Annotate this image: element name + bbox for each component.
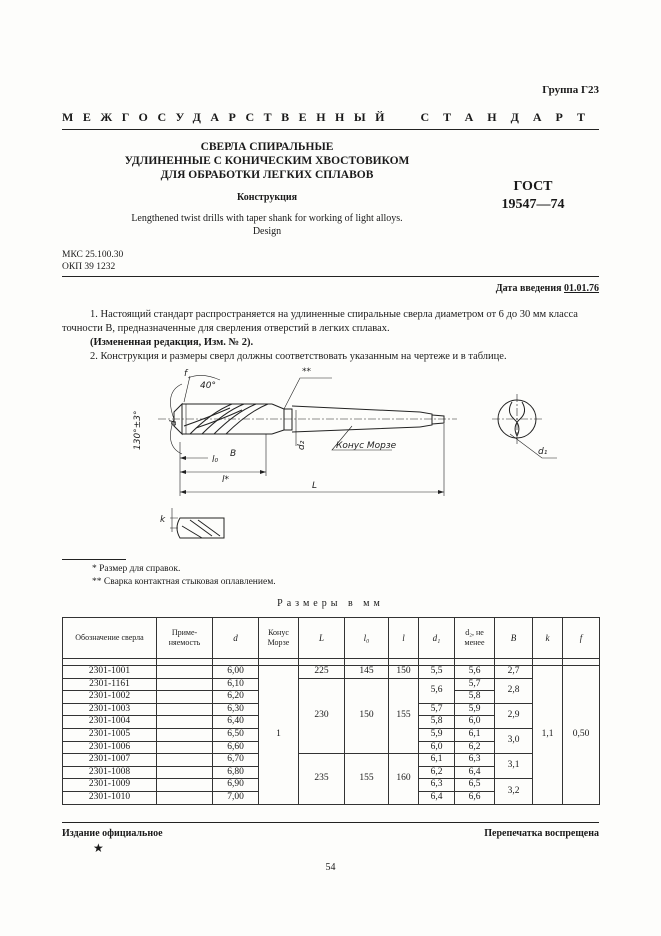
cell-code: 2301-1005 [63, 728, 157, 741]
cell-B: 3,2 [495, 779, 533, 804]
cell-code: 2301-1006 [63, 741, 157, 754]
cell-applicability [157, 703, 213, 716]
cell-l0: 155 [345, 754, 389, 804]
cell-d: 6,80 [213, 766, 259, 779]
cell-code: 2301-1003 [63, 703, 157, 716]
cell-k: 1,1 [533, 666, 563, 805]
okp-code: ОКП 39 1232 [62, 262, 116, 272]
classification-codes [62, 249, 123, 273]
title-line-2: УДЛИНЕННЫЕ С КОНИЧЕСКИМ ХВОСТОВИКОМ [124, 155, 410, 167]
english-title [62, 212, 472, 238]
cell-code: 2301-1009 [63, 779, 157, 792]
cell-f: 0,50 [563, 666, 600, 805]
cell-applicability [157, 666, 213, 679]
footnote-rule [62, 559, 126, 560]
cell-code: 2301-1010 [63, 791, 157, 804]
english-title-1: Lengthened twist drills with taper shank for working of light alloys. [131, 213, 403, 224]
paragraph-1-note: (Измененная редакция, Изм. № 2). [90, 337, 254, 348]
star-icon: ★ [93, 841, 104, 855]
paragraph-2: 2. Конструкция и размеры сверл должны соответствовать указанным на чертеже и в таблице. [90, 351, 507, 362]
cell-d: 6,20 [213, 691, 259, 704]
banner-left: МЕЖГОСУДАРСТВЕННЫЙ [62, 110, 394, 124]
cell-l: 160 [389, 754, 419, 804]
cell-applicability [157, 728, 213, 741]
k-label: k [160, 515, 166, 525]
cell-B: 2,8 [495, 678, 533, 703]
d-label: d [169, 420, 179, 426]
weld-label: ** [302, 367, 311, 377]
cell-L: 235 [299, 754, 345, 804]
group-code: Группа Г23 [542, 84, 599, 96]
cell-d: 6,00 [213, 666, 259, 679]
col-d2: d₂, не менее [455, 618, 495, 659]
date-label: Дата введения [495, 283, 564, 294]
cell-d1: 5,5 [419, 666, 455, 679]
cell-l0: 145 [345, 666, 389, 679]
cell-d2: 5,7 [455, 678, 495, 691]
official-edition: Издание официальное [62, 828, 163, 839]
introduction-date [496, 283, 599, 294]
banner-right: СТАНДАРТ [420, 110, 599, 124]
l-label: l* [222, 475, 230, 485]
gost-label: ГОСТ [513, 179, 553, 194]
cell-d2: 6,6 [455, 791, 495, 804]
cell-d1: 5,8 [419, 716, 455, 729]
cell-B: 3,1 [495, 754, 533, 779]
cell-d1: 6,3 [419, 779, 455, 792]
cell-d2: 6,0 [455, 716, 495, 729]
table-row [63, 666, 600, 679]
cell-applicability [157, 791, 213, 804]
cell-B: 2,9 [495, 703, 533, 728]
mks-code: МКС 25.100.30 [62, 250, 124, 260]
cell-code: 2301-1002 [63, 691, 157, 704]
angle-side-label: 130°±3° [133, 410, 143, 450]
L-label: L [312, 481, 318, 491]
table-row [63, 754, 600, 767]
cell-d: 6,10 [213, 678, 259, 691]
cell-applicability [157, 766, 213, 779]
page-number: 54 [325, 862, 336, 873]
col-l: l [389, 618, 419, 659]
cell-d2: 6,4 [455, 766, 495, 779]
col-L: L [299, 618, 345, 659]
cell-d1: 6,2 [419, 766, 455, 779]
cell-d1: 5,9 [419, 728, 455, 741]
d2-label: d₂ [297, 440, 307, 450]
cell-applicability [157, 678, 213, 691]
l0-label: l₀ [212, 455, 219, 465]
table-spacer [63, 659, 600, 666]
cell-code: 2301-1161 [63, 678, 157, 691]
cell-d1: 5,7 [419, 703, 455, 716]
cell-d2: 6,2 [455, 741, 495, 754]
col-l0: l₀ [345, 618, 389, 659]
footnote-2: ** Сварка контактная стыковая оплавлением. [92, 577, 276, 587]
cone-label: Конус Морзе [336, 441, 397, 451]
col-d: d [213, 618, 259, 659]
cell-d: 6,40 [213, 716, 259, 729]
cell-l: 155 [389, 678, 419, 754]
cell-d2: 6,5 [455, 779, 495, 792]
english-title-2: Design [252, 226, 282, 237]
drill-drawing [62, 362, 599, 552]
cell-code: 2301-1007 [63, 754, 157, 767]
cell-B: 2,7 [495, 666, 533, 679]
col-cone: Конус Морзе [259, 618, 299, 659]
cell-d: 7,00 [213, 791, 259, 804]
cell-code: 2301-1004 [63, 716, 157, 729]
cell-applicability [157, 691, 213, 704]
cell-d2: 5,8 [455, 691, 495, 704]
d1-label: d₁ [538, 447, 548, 457]
title-line-1: СВЕРЛА СПИРАЛЬНЫЕ [200, 141, 334, 153]
cell-L: 225 [299, 666, 345, 679]
cell-d: 6,30 [213, 703, 259, 716]
cell-d: 6,50 [213, 728, 259, 741]
cell-d2: 5,6 [455, 666, 495, 679]
cell-d1: 5,6 [419, 678, 455, 703]
cell-d1: 6,1 [419, 754, 455, 767]
cell-cone: 1 [259, 666, 299, 805]
cell-d1: 6,0 [419, 741, 455, 754]
col-f: f [563, 618, 600, 659]
col-B: B [495, 618, 533, 659]
table-header-row [63, 618, 600, 659]
cell-L: 230 [299, 678, 345, 754]
cell-d1: 6,4 [419, 791, 455, 804]
gost-code: 19547—74 [501, 197, 565, 212]
footer-rule [62, 822, 599, 823]
dimensions-table [62, 617, 600, 805]
cell-applicability [157, 754, 213, 767]
col-d1: d₁ [419, 618, 455, 659]
document-title [62, 140, 472, 182]
angle-top-label: 40° [200, 381, 216, 391]
cell-code: 2301-1008 [63, 766, 157, 779]
f-label: f [184, 369, 188, 379]
footnote-1: * Размер для справок. [92, 564, 181, 574]
cell-applicability [157, 741, 213, 754]
cell-d2: 6,1 [455, 728, 495, 741]
col-applicability: Приме- няемость [157, 618, 213, 659]
document-subtitle: Конструкция [236, 192, 298, 203]
table-caption: Размеры в мм [277, 598, 384, 609]
codes-rule [62, 276, 599, 277]
title-line-3: ДЛЯ ОБРАБОТКИ ЛЕГКИХ СПЛАВОВ [160, 169, 374, 181]
reprint-prohibited: Перепечатка воспрещена [484, 828, 599, 839]
cell-applicability [157, 716, 213, 729]
cell-l: 150 [389, 666, 419, 679]
cell-d: 6,70 [213, 754, 259, 767]
gost-number [488, 178, 578, 214]
date-value: 01.01.76 [564, 283, 599, 294]
standard-banner [62, 110, 599, 125]
cell-d: 6,60 [213, 741, 259, 754]
B-label: B [230, 449, 237, 459]
header-rule [62, 129, 599, 130]
col-k: k [533, 618, 563, 659]
cell-d: 6,90 [213, 779, 259, 792]
col-designation: Обозначение сверла [63, 618, 157, 659]
table-row [63, 678, 600, 691]
cell-applicability [157, 779, 213, 792]
cell-l0: 150 [345, 678, 389, 754]
cell-code: 2301-1001 [63, 666, 157, 679]
cell-B: 3,0 [495, 728, 533, 753]
cell-d2: 6,3 [455, 754, 495, 767]
cell-d2: 5,9 [455, 703, 495, 716]
paragraph-1: 1. Настоящий стандарт распространяется на удлиненные спиральные сверла диаметром от 6 до 30 мм класса точности В, предназначенные для сверления отверстий в легких сплавах. [62, 309, 578, 334]
